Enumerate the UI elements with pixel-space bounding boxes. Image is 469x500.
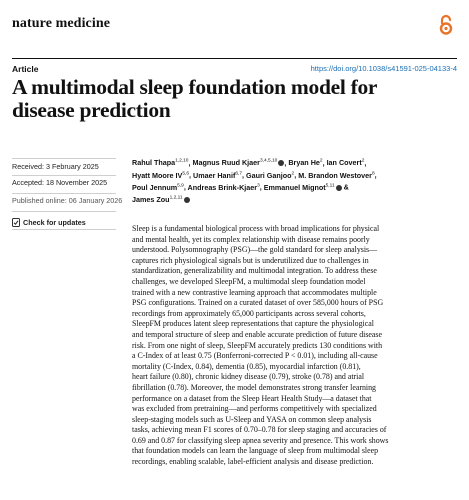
abstract-line: that foundation models can learn the language of sleep from multimodal sleep	[132, 446, 379, 456]
abstract-line: and temporal structure of sleep and enable accurate prediction of future disease	[132, 329, 382, 339]
author-name-text: M. Brandon Westover	[298, 170, 372, 180]
title-line-1: A multimodal sleep foundation model for	[12, 75, 378, 99]
author-name-text: Emmanuel Mignot	[263, 182, 326, 192]
author-separator: ,	[284, 158, 289, 168]
author-name[interactable]	[246, 171, 294, 180]
author-affiliation: 1,2,11	[169, 195, 183, 201]
abstract-line: recordings from approximately 65,000 participants across several cohorts,	[132, 308, 366, 318]
author-separator: ,	[259, 182, 264, 192]
author-name[interactable]	[288, 158, 322, 167]
author-affiliation: 1,2,10	[175, 159, 189, 164]
abstract-line: mortality (C-Index, 0.84), dementia (0.85), myocardial infarction (0.81),	[132, 361, 361, 371]
header-divider	[12, 58, 457, 59]
author-name[interactable]	[132, 195, 190, 204]
published-date: Published online: 06 January 2026	[12, 194, 116, 212]
received-date: Received: 3 February 2025	[12, 158, 116, 176]
author-separator: &	[341, 182, 349, 192]
accepted-date: Accepted: 18 November 2025	[12, 176, 116, 194]
author-affiliation: 3,4,5,10	[259, 159, 278, 164]
author-separator: ,	[374, 170, 377, 180]
author-name-text: Gauri Ganjoo	[246, 170, 292, 180]
journal-name[interactable]: nature medicine	[12, 16, 111, 31]
abstract-line: sleep-staging models such as U-Sleep and YASA on common sleep analysis	[132, 414, 372, 424]
author-name[interactable]	[132, 158, 188, 167]
check-for-updates-icon	[12, 218, 20, 227]
author-affiliation: 3	[257, 183, 260, 189]
abstract-line: heart failure (0.80), chronic kidney disease (0.79), stroke (0.78) and atrial	[132, 372, 365, 382]
abstract-line: SleepFM produces latent sleep representations that capture the physiological	[132, 319, 374, 329]
abstract-line: fibrillation (0.78). Moreover, the model demonstrates strong transfer learning	[132, 382, 377, 392]
abstract-line: tasks, achieving mean F1 scores of 0.70–0.78 for sleep staging and accuracies of	[132, 425, 387, 435]
author-name-text: Magnus Ruud Kjaer	[192, 158, 260, 168]
check-for-updates-label: Check for updates	[23, 217, 86, 227]
open-access-icon[interactable]	[439, 14, 453, 36]
author-name[interactable]	[192, 158, 284, 167]
author-name-text: Umaer Hanif	[193, 170, 236, 180]
author-affiliation: 6,7	[235, 171, 243, 177]
title-line-2: disease prediction	[12, 98, 171, 122]
author-separator: ,	[188, 158, 193, 168]
author-name-text: Rahul Thapa	[132, 158, 176, 168]
author-name-text: Andreas Brink-Kjaer	[187, 182, 258, 192]
article-title	[12, 76, 457, 122]
abstract	[132, 224, 460, 468]
abstract-line: Sleep is a fundamental biological process with broad implications for physical	[132, 224, 380, 233]
author-separator: ,	[364, 158, 367, 168]
author-name[interactable]	[298, 171, 374, 180]
abstract-line: standardization, generalizability and multimodal integration. To address these	[132, 266, 377, 276]
article-type-label: Article	[12, 64, 39, 74]
abstract-line: 0.69 and 0.87 for classifying sleep apnea severity and presence. This work shows	[132, 435, 389, 445]
orcid-icon[interactable]	[184, 197, 190, 203]
author-name-text: Ian Covert	[326, 158, 362, 168]
abstract-line: trained with a new contrastive learning approach that accommodates multiple	[132, 287, 377, 297]
author-separator: ,	[242, 170, 247, 180]
author-name[interactable]	[193, 171, 242, 180]
abstract-line: challenges, we developed SleepFM, a multimodal sleep foundation model	[132, 276, 366, 286]
author-name[interactable]	[188, 183, 260, 192]
masthead	[12, 8, 457, 40]
author-name-text: Hyatt Moore IV	[132, 170, 183, 180]
author-list	[132, 157, 462, 206]
abstract-line: a C-Index of at least 0.75 (Bonferroni-corrected P < 0.01), including all-cause	[132, 351, 378, 361]
author-name-text: Bryan He	[288, 158, 320, 168]
author-affiliation: 5,6	[182, 171, 189, 177]
abstract-line: and mental health, yet its complex relationship with disease remains poorly	[132, 234, 370, 244]
author-name[interactable]	[264, 183, 342, 192]
author-separator: ,	[189, 170, 193, 180]
abstract-line: was excluded from pretraining—and performs competitively with specialized	[132, 404, 377, 414]
check-for-updates-button[interactable]	[12, 212, 116, 230]
author-name[interactable]	[327, 158, 365, 167]
abstract-line: recordings, enabling scalable, label-efficient analysis and disease prediction.	[132, 457, 374, 467]
author-separator: ,	[294, 170, 299, 180]
doi-link[interactable]: https://doi.org/10.1038/s41591-025-04133-4	[310, 64, 457, 73]
abstract-line: understood. Polysomnography (PSG)—the gold standard for sleep analysis—	[132, 245, 378, 255]
author-affiliation: 2	[361, 159, 365, 164]
author-name-text: James Zou	[132, 194, 170, 204]
abstract-line: performance on a dataset from the Sleep Heart Health Study—a dataset that	[132, 393, 372, 403]
author-affiliation: 5,11	[325, 183, 335, 189]
author-affiliation: 5,9	[177, 183, 184, 189]
author-separator: ,	[183, 182, 188, 192]
author-name-text: Poul Jennum	[132, 182, 178, 192]
author-affiliation: 2	[291, 171, 295, 177]
abstract-line: PSG configurations. Trained on a curated dataset of over 585,000 hours of PSG	[132, 298, 384, 308]
author-separator: ,	[322, 158, 327, 168]
author-affiliation: 8	[371, 171, 375, 177]
publication-history	[12, 158, 123, 230]
abstract-line: risk. From one night of sleep, SleepFM accurately predicts 130 conditions with	[132, 340, 383, 350]
author-name[interactable]	[132, 183, 184, 192]
author-name[interactable]	[132, 171, 189, 180]
author-affiliation: 2	[319, 159, 323, 164]
abstract-line: captures rich physiological signals but is underutilized due to challenges in	[132, 255, 369, 265]
